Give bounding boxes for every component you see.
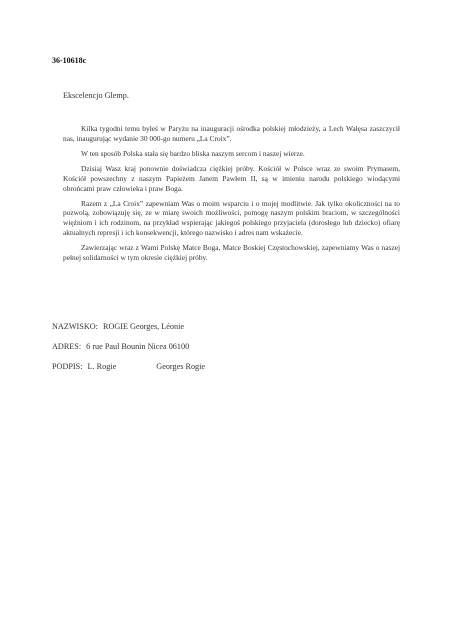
name-value: ROGIE Georges, Léonie [102, 322, 185, 331]
signature-label: PODPIS: [52, 362, 83, 371]
paragraph-3: Dzisiaj Wasz kraj ponownie doświadcza ciężkiej próby. Kościół w Polsce wraz ze swoim Prymasem, Kościół powszechny z naszym Papieżem Janem Pawłem II, są w imieniu narodu polskiego wiodącymi obrońcami praw człowieka i praw Boga. [63, 164, 400, 193]
address-label: ADRES: [52, 342, 82, 351]
signature-2: Georges Rogie [156, 362, 206, 371]
reference-number: 36-10618c [52, 56, 87, 65]
signature-field [52, 362, 205, 382]
paragraph-4: Razem z „La Croix” zapewniam Was o moim wsparciu i o mojej modlitwie. Jak tylko okoliczności na to pozwolą, zobowiązuję się, ze w miarę swoich możliwości, pomogę naszym polskim braciom, w szczególności więźniom i ich rodzinom, na przykład wspierając jakiegoś polskiego przyjaciela (dorosłego lub dziecko) ofiarę aktualnych represji i ich konsekwencji, którego nazwisko i adres nam wskażecie. [63, 198, 400, 237]
address-value: 6 rue Paul Bounin Nicea 06100 [86, 342, 190, 351]
address-field [52, 342, 205, 362]
paragraph-1: Kilka tygodni temu byłeś w Paryżu na inauguracji ośrodka polskiej młodzieży, a Lech Wałęsa zaszczycił nas, inaugurując wydanie 30 000-go numeru „La Croix”. [63, 124, 400, 143]
paragraph-2: W ten sposób Polska stała się bardzo bliska naszym sercom i naszej wierze. [81, 148, 305, 158]
name-label: NAZWISKO: [52, 322, 98, 331]
salutation: Ekscelencjo Glemp. [63, 91, 129, 100]
letter-body [63, 124, 400, 268]
sender-fields [52, 322, 205, 382]
paragraph-5: Zawierzając wraz z Wami Polskę Matce Boga, Matce Boskiej Częstochowskiej, zapewniamy Was o naszej pełnej solidarności w tym okresie ciężkiej próby. [63, 243, 400, 262]
name-field [52, 322, 205, 342]
signature-1: L. Rogie [87, 362, 117, 371]
